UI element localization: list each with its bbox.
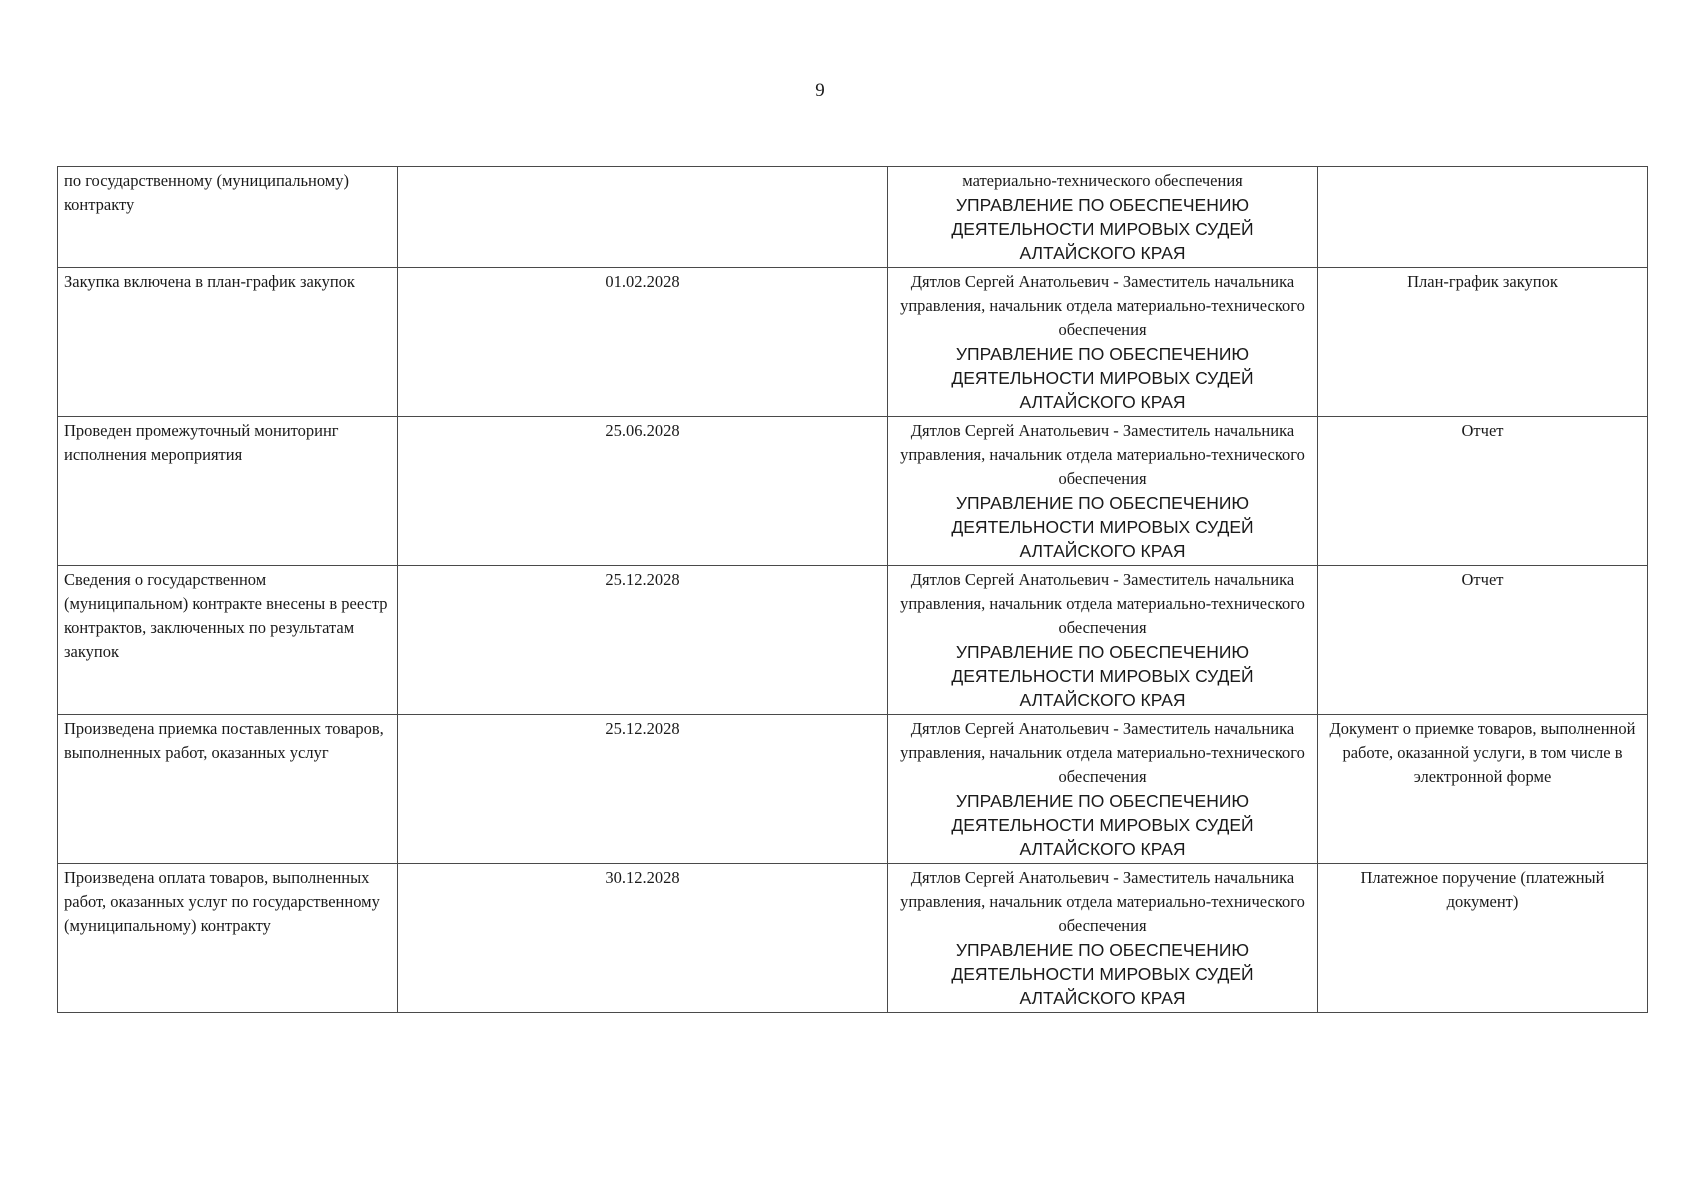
event-cell: Сведения о государственном (муниципальном) контракте внесены в реестр контрактов, заключенных по результатам закупок — [58, 566, 398, 715]
page-number: 9 — [815, 80, 825, 101]
table-row — [58, 566, 1648, 715]
document-cell — [1318, 167, 1648, 268]
responsible-organization: УПРАВЛЕНИЕ ПО ОБЕСПЕЧЕНИЮ ДЕЯТЕЛЬНОСТИ МИРОВЫХ СУДЕЙ АЛТАЙСКОГО КРАЯ — [951, 940, 1254, 1008]
document-cell: Документ о приемке товаров, выполненной работе, оказанной услуги, в том числе в электронной форме — [1318, 715, 1648, 864]
date-cell: 25.12.2028 — [398, 566, 888, 715]
responsible-person: Дятлов Сергей Анатольевич - Заместитель начальника управления, начальник отдела материально-технического обеспечения — [900, 868, 1305, 935]
event-cell: Произведена оплата товаров, выполненных работ, оказанных услуг по государственному (муниципальному) контракту — [58, 864, 398, 1013]
date-cell: 30.12.2028 — [398, 864, 888, 1013]
responsible-organization: УПРАВЛЕНИЕ ПО ОБЕСПЕЧЕНИЮ ДЕЯТЕЛЬНОСТИ МИРОВЫХ СУДЕЙ АЛТАЙСКОГО КРАЯ — [951, 791, 1254, 859]
responsible-person: Дятлов Сергей Анатольевич - Заместитель начальника управления, начальник отдела материально-технического обеспечения — [900, 421, 1305, 488]
responsible-person: материально-технического обеспечения — [962, 171, 1243, 190]
date-cell: 25.12.2028 — [398, 715, 888, 864]
responsible-organization: УПРАВЛЕНИЕ ПО ОБЕСПЕЧЕНИЮ ДЕЯТЕЛЬНОСТИ МИРОВЫХ СУДЕЙ АЛТАЙСКОГО КРАЯ — [951, 344, 1254, 412]
event-cell: по государственному (муниципальному) контракту — [58, 167, 398, 268]
table-row — [58, 268, 1648, 417]
document-cell: Отчет — [1318, 417, 1648, 566]
table-row — [58, 864, 1648, 1013]
responsible-cell — [888, 715, 1318, 864]
responsible-cell — [888, 566, 1318, 715]
responsible-cell — [888, 167, 1318, 268]
date-cell: 25.06.2028 — [398, 417, 888, 566]
document-cell: План-график закупок — [1318, 268, 1648, 417]
date-cell: 01.02.2028 — [398, 268, 888, 417]
responsible-cell — [888, 268, 1318, 417]
responsible-organization: УПРАВЛЕНИЕ ПО ОБЕСПЕЧЕНИЮ ДЕЯТЕЛЬНОСТИ МИРОВЫХ СУДЕЙ АЛТАЙСКОГО КРАЯ — [951, 493, 1254, 561]
document-cell: Платежное поручение (платежный документ) — [1318, 864, 1648, 1013]
document-cell: Отчет — [1318, 566, 1648, 715]
table-row — [58, 167, 1648, 268]
table-row — [58, 715, 1648, 864]
event-cell: Произведена приемка поставленных товаров, выполненных работ, оказанных услуг — [58, 715, 398, 864]
responsible-person: Дятлов Сергей Анатольевич - Заместитель начальника управления, начальник отдела материально-технического обеспечения — [900, 570, 1305, 637]
control-points-table — [57, 166, 1648, 1013]
responsible-person: Дятлов Сергей Анатольевич - Заместитель начальника управления, начальник отдела материально-технического обеспечения — [900, 272, 1305, 339]
responsible-organization: УПРАВЛЕНИЕ ПО ОБЕСПЕЧЕНИЮ ДЕЯТЕЛЬНОСТИ МИРОВЫХ СУДЕЙ АЛТАЙСКОГО КРАЯ — [951, 195, 1254, 263]
table-row — [58, 417, 1648, 566]
responsible-organization: УПРАВЛЕНИЕ ПО ОБЕСПЕЧЕНИЮ ДЕЯТЕЛЬНОСТИ МИРОВЫХ СУДЕЙ АЛТАЙСКОГО КРАЯ — [951, 642, 1254, 710]
responsible-cell — [888, 417, 1318, 566]
event-cell: Проведен промежуточный мониторинг исполнения мероприятия — [58, 417, 398, 566]
event-cell: Закупка включена в план-график закупок — [58, 268, 398, 417]
responsible-cell — [888, 864, 1318, 1013]
date-cell — [398, 167, 888, 268]
responsible-person: Дятлов Сергей Анатольевич - Заместитель начальника управления, начальник отдела материально-технического обеспечения — [900, 719, 1305, 786]
